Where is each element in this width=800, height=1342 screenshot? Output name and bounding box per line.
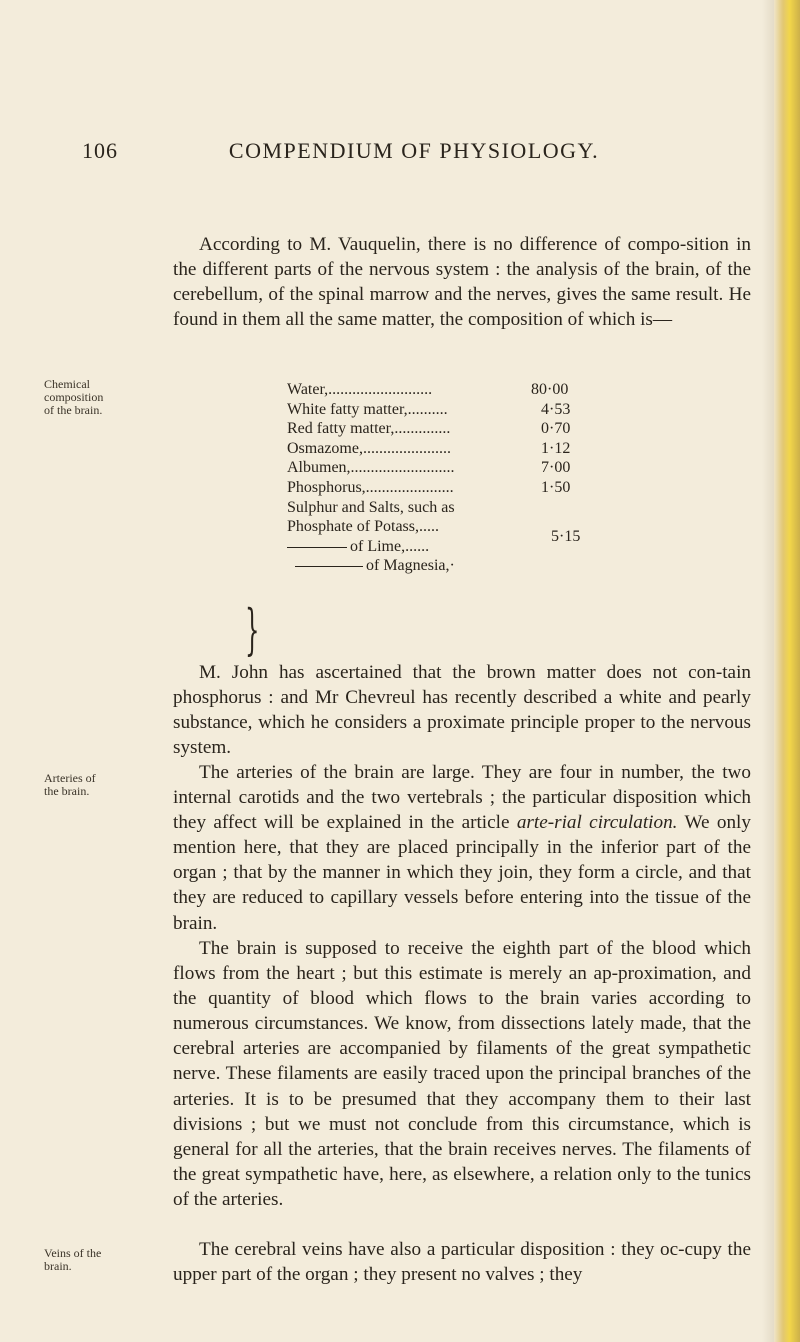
page-header — [82, 138, 746, 170]
blood-text: The brain is supposed to receive the eighth part of the blood which flows from the heart ; but this estimate is merely an ap-proximation, and the quantity of blood which flows to the brain varies according to numerous circumstances. We know, from dissections lately made, that the cerebral arteries are accompanied by filaments of the great sympathetic nerve. These filaments are easily traced upon the principal branches of the arteries. It is to be presumed that they accompany them to their last divisions ; but we must not conclude from this circumstance, which is general for all the arteries, that the brain receives nerves. The filaments of the great sympathetic have, here, as elsewhere, a relation only to the tunics of the arteries. — [173, 938, 751, 1210]
page-edge — [774, 0, 800, 1342]
margin-note-line: brain. — [44, 1259, 72, 1273]
paragraph-blood — [173, 936, 751, 1212]
page-gutter-shadow — [762, 0, 774, 1342]
table-row — [287, 380, 647, 400]
margin-note-veins — [44, 1247, 144, 1273]
margin-note-line: composition — [44, 390, 104, 404]
table-row — [287, 458, 647, 478]
salts-heading: Sulphur and Salts, such as — [287, 498, 455, 516]
curly-brace: } — [245, 598, 260, 661]
page-number: 106 — [82, 138, 118, 163]
component-value: 1·50 — [541, 478, 571, 496]
salts-magnesia — [295, 556, 455, 576]
component-value: 7·00 — [541, 459, 571, 477]
arteries-text-a: The arteries of the brain are large. They are four in number, the two internal carotids and the two vertebrals ; the particular disposition which they affect will be explained in the article — [173, 762, 751, 834]
john-text: M. John has ascertained that the brown matter does not con-tain phosphorus : and Mr Chevreul has recently described a white and pearly substance, which he considers a proximate principle proper to the nervous system. — [173, 662, 751, 759]
salts-potass: Phosphate of Potass,..... — [287, 518, 439, 536]
salts-value: 5·15 — [551, 527, 581, 545]
margin-note-line: of the brain. — [44, 403, 103, 417]
intro-text: According to M. Vauquelin, there is no difference of compo-sition in the different parts of the nervous system : the analysis of the brain, of the cerebellum, of the spinal marrow and the nerves, gives the same result. He found in them all the same matter, the composition of which is— — [173, 234, 751, 331]
table-row — [287, 400, 647, 420]
component-label: Osmazome,...................... — [287, 439, 451, 457]
table-row — [287, 419, 647, 439]
margin-note-line: Arteries of — [44, 771, 96, 785]
margin-note-line: Chemical — [44, 377, 90, 391]
arteries-text-emphasis: arte-rial circulation. — [516, 812, 678, 834]
table-row — [287, 517, 647, 537]
component-value: 1·12 — [541, 439, 571, 457]
composition-table — [287, 380, 647, 576]
component-value: 0·70 — [541, 420, 571, 438]
component-label: Albumen,.......................... — [287, 459, 455, 477]
salts-lime-text: of Lime,...... — [350, 537, 430, 555]
intro-paragraph — [173, 232, 751, 332]
component-label: Phosphorus,...................... — [287, 478, 454, 496]
arteries-text-b: We only mention here, that they are placed principally in the inferior part of the organ ; that by the manner in which they join, they form a circle, and that they are reduced to capillary vessels before entering into the tissue of the brain. — [173, 812, 751, 934]
running-title: COMPENDIUM OF PHYSIOLOGY. — [228, 138, 600, 163]
margin-note-line: the brain. — [44, 784, 90, 798]
paragraph-arteries — [173, 760, 751, 936]
arteries-text — [173, 760, 751, 936]
paragraph-veins — [173, 1237, 751, 1287]
component-value: 4·53 — [541, 400, 571, 418]
table-row — [287, 556, 647, 576]
component-label: White fatty matter,.......... — [287, 400, 448, 418]
component-label: Red fatty matter,.............. — [287, 420, 451, 438]
component-label: Water,.......................... — [287, 381, 433, 398]
margin-note-arteries — [44, 772, 144, 798]
table-row — [287, 439, 647, 459]
paragraph-john — [173, 660, 751, 760]
margin-note-line: Veins of the — [44, 1246, 102, 1260]
veins-text: The cerebral veins have also a particular disposition : they oc-cupy the upper part of the organ ; they present no valves ; they — [173, 1239, 751, 1286]
salts-lime — [287, 537, 429, 557]
table-row — [287, 498, 647, 518]
salts-magnesia-text: of Magnesia,· — [366, 557, 455, 575]
margin-note-chemical-composition — [44, 378, 144, 417]
component-value: 80·00 — [531, 381, 569, 398]
table-row — [287, 478, 647, 498]
